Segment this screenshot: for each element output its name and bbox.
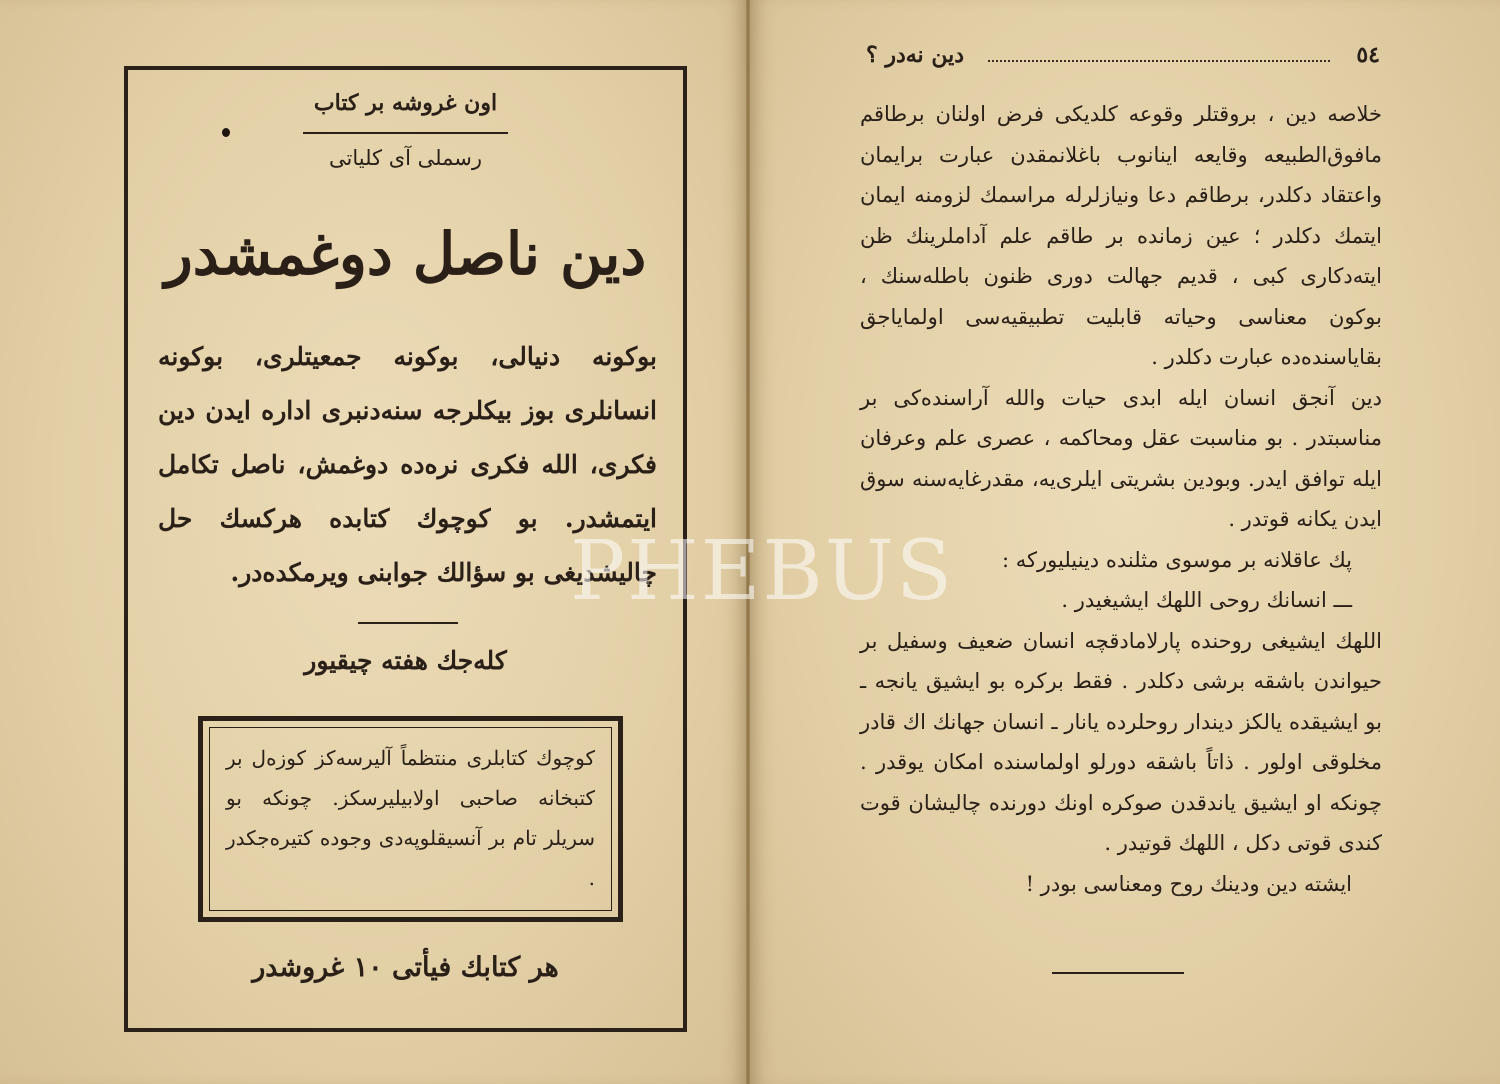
ad-next-week: كله‌جك هفته چیقیور [304,646,507,675]
ad-divider [358,622,458,624]
paragraph: ایشته دین ودینك روح ومعناسی بودر ! [1025,871,1352,896]
ad-book-title: دین ناصل دوغمشدر [164,220,647,288]
ad-price-line: هر كتابك فیأتی ١٠ غروشدر [252,952,559,983]
ad-series-name: رسملی آی كلیاتی [329,146,482,170]
ad-info-box [198,716,623,922]
running-title: دین نه‌در ؟ [866,42,965,68]
paragraph: خلاصه دین ، بروقتلر وقوعه كلدیكی فرض اولنان برطاقم مافوق‌الطبیعه وقایعه اینانوب باغلانمقدن عبارت برایمان واعتقاد دكلدر، برطاقم دعا ونیازلرله مراسمك لزومنه ایمان ایتمك دكلدر ؛ عین زمانده بر طاقم علم آداملرینك ظن ایته‌دكاری كبی ، قدیم جهالت دوری ظنون باطله‌سنك ، بوكون معناسی وحیاته قابلیت تطبیقیه‌سی اولمایاجق بقایاسنده‌ده عبارت دكلدر . [860,102,1382,369]
paragraph: ـــ انسانك روحی اللهك ایشیغیدر . [1061,588,1352,612]
running-header [860,42,1380,72]
body-text [860,94,1382,904]
header-dotted-leader [988,60,1330,62]
paragraph: اللهك ایشیغی روحنده پارلامادقچه انسان ضعیف وسفیل بر حیواندن باشقه برشی دكلدر . فقط بركره بو ایشیق یانجه ـ بو ایشیقده یالكز دیندار روحلرده یانار ـ انسان جهانك اك قادر مخلوقی اولور . ذاتاً باشقه دورلو اولماسنده امكان یوقدر . چونكه او ایشیق یاندقدن صوكره اونك دورنده چالیشان قوت كندی قوتی دكل ، اللهك قوتیدر . [860,628,1382,855]
ad-top-line: اون غروشه بر كتاب [313,90,498,116]
ad-description: بوكونه دنیالی، بوكونه جمعیتلری، بوكونه انسانلری بوز بیكلرجه سنه‌دنبری اداره ایدن دین فكری، الله فكری نره‌ده دوغمش، ناصل تكامل ایتمشدر. بو كوچوك كتابده هركسك حل چالیشدیغی بو سؤالك جوابنی ویرمكده‌در. [158,342,657,587]
ad-top-rule [303,132,508,134]
watermark: PHEBUS [570,524,955,619]
end-rule [1052,972,1184,974]
paragraph: پك عاقلانه بر موسوی مثلنده دینیلیوركه : [1002,547,1352,572]
ad-info-box-text: كوچوك كتابلری منتظماً آلیرسه‌كز كوزه‌ل بر كتبخانه صاحبی اولابیلیرسكز. چونكه بو سریلر تام بر آنسیقلوپه‌دی وجوده كتیره‌جكدر . [209,727,612,911]
paragraph: دین آنجق انسان ایله ابدی حیات والله آراسنده‌كی بر مناسبتدر . بو مناسبت عقل ومحاكمه ، عصری علم وعرفان ایله توافق ایدر. وبودین بشریتی ایلری‌یه، مقدرغایه‌سنه سوق ایدن یكانه قوتدر . [860,385,1382,531]
page-number: ٥٤ [1356,42,1380,68]
